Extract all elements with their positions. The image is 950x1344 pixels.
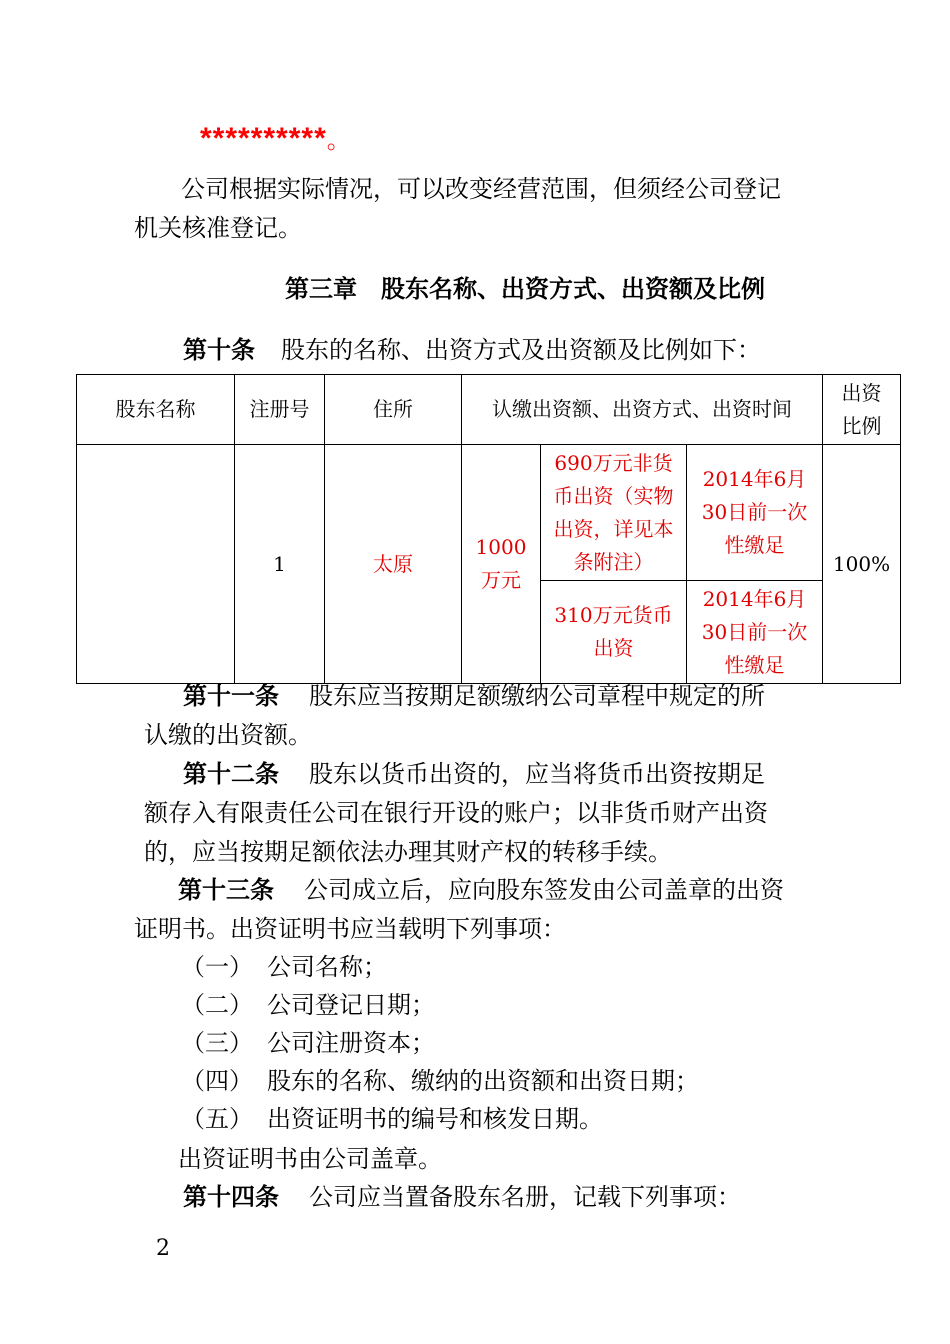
cell-ratio: 100% xyxy=(823,445,901,684)
nonmonetary-time-line2: 30日前一次 xyxy=(701,500,808,524)
header-address: 住所 xyxy=(325,375,462,445)
article-12-line2: 额存入有限责任公司在银行开设的账户；以非货币财产出资 xyxy=(144,799,768,827)
cell-monetary-contribution xyxy=(541,581,687,684)
list-item-text: 公司登记日期； xyxy=(267,991,435,1019)
header-registration-number: 注册号 xyxy=(235,375,325,445)
article-10-label: 第十条 xyxy=(183,335,255,364)
cell-address: 太原 xyxy=(325,445,462,684)
list-item-number: （二） xyxy=(181,991,253,1019)
monetary-time-line1: 2014年6月 xyxy=(702,586,807,611)
article-13-text1: 公司成立后，应向股东签发由公司盖章的出资 xyxy=(304,876,784,904)
article-11-label: 第十一条 xyxy=(183,681,279,710)
cell-monetary-time xyxy=(687,581,823,684)
monetary-line2: 出资 xyxy=(593,636,634,660)
amount-line2: 万元 xyxy=(481,568,521,592)
list-item xyxy=(181,1062,699,1100)
header-contribution: 认缴出资额、出资方式、出资时间 xyxy=(462,375,823,445)
header-ratio-line1: 出资 xyxy=(841,380,882,405)
list-item xyxy=(181,948,387,986)
nonmonetary-line1: 690万元非货 xyxy=(554,450,673,475)
page-number: 2 xyxy=(156,1236,170,1261)
article-11-line1 xyxy=(183,677,765,715)
redacted-asterisks: ********** xyxy=(200,122,327,155)
cell-shareholder-name xyxy=(77,445,235,684)
header-ratio-line2: 比例 xyxy=(841,413,882,438)
nonmonetary-line3: 出资，详见本 xyxy=(553,516,674,541)
monetary-time-line2: 30日前一次 xyxy=(701,619,808,644)
article-11-line2: 认缴的出资额。 xyxy=(144,721,312,749)
article-13-line2: 证明书。出资证明书应当载明下列事项： xyxy=(134,915,566,943)
header-shareholder-name: 股东名称 xyxy=(77,375,235,445)
cell-nonmonetary-time xyxy=(687,445,823,581)
nonmonetary-time-line3: 性缴足 xyxy=(724,533,785,557)
cell-registration-number: 1 xyxy=(235,445,325,684)
article-11-text1: 股东应当按期足额缴纳公司章程中规定的所 xyxy=(309,682,765,710)
cell-amount xyxy=(462,445,541,684)
redacted-scope-text xyxy=(200,120,351,156)
article-13-line1 xyxy=(178,871,784,909)
redacted-period: 。 xyxy=(326,126,351,154)
article-10-text: 股东的名称、出资方式及出资额及比例如下： xyxy=(281,336,761,364)
article-14 xyxy=(183,1178,741,1216)
monetary-time-line3: 性缴足 xyxy=(724,652,785,677)
article-12-line3: 的，应当按期足额依法办理其财产权的转移手续。 xyxy=(144,838,672,866)
list-item-text: 公司注册资本； xyxy=(267,1029,435,1057)
list-item xyxy=(181,986,435,1024)
list-item-text: 出资证明书的编号和核发日期。 xyxy=(267,1105,603,1133)
article-12-line1 xyxy=(183,755,765,793)
list-item-text: 股东的名称、缴纳的出资额和出资日期； xyxy=(267,1067,699,1095)
article-14-label: 第十四条 xyxy=(183,1182,279,1211)
table-row xyxy=(77,445,901,581)
nonmonetary-time-line1: 2014年6月 xyxy=(702,467,807,491)
list-item-number: （一） xyxy=(181,953,253,981)
list-item xyxy=(181,1024,435,1062)
amount-line1: 1000 xyxy=(475,535,527,559)
article-12-label: 第十二条 xyxy=(183,759,279,788)
table-header-row xyxy=(77,375,901,445)
cell-nonmonetary-contribution xyxy=(541,445,687,581)
article-13-label: 第十三条 xyxy=(178,875,274,904)
article-13-closing: 出资证明书由公司盖章。 xyxy=(178,1145,442,1173)
list-item-number: （三） xyxy=(181,1029,253,1057)
list-item-number: （五） xyxy=(181,1105,253,1133)
article-10 xyxy=(183,331,761,369)
scope-paragraph-line2: 机关核准登记。 xyxy=(134,214,302,242)
monetary-line1: 310万元货币 xyxy=(554,603,673,627)
list-item xyxy=(181,1100,603,1138)
article-12-text1: 股东以货币出资的，应当将货币出资按期足 xyxy=(309,760,765,788)
chapter-title: 第三章 股东名称、出资方式、出资额及比例 xyxy=(285,274,765,303)
nonmonetary-line4: 条附注） xyxy=(573,549,654,574)
scope-paragraph-line1: 公司根据实际情况，可以改变经营范围，但须经公司登记 xyxy=(181,175,781,203)
nonmonetary-line2: 币出资（实物 xyxy=(553,483,674,508)
list-item-number: （四） xyxy=(181,1067,253,1095)
header-ratio xyxy=(823,375,901,445)
shareholder-table xyxy=(76,374,901,684)
article-14-text: 公司应当置备股东名册，记载下列事项： xyxy=(309,1183,741,1211)
list-item-text: 公司名称； xyxy=(267,953,387,981)
